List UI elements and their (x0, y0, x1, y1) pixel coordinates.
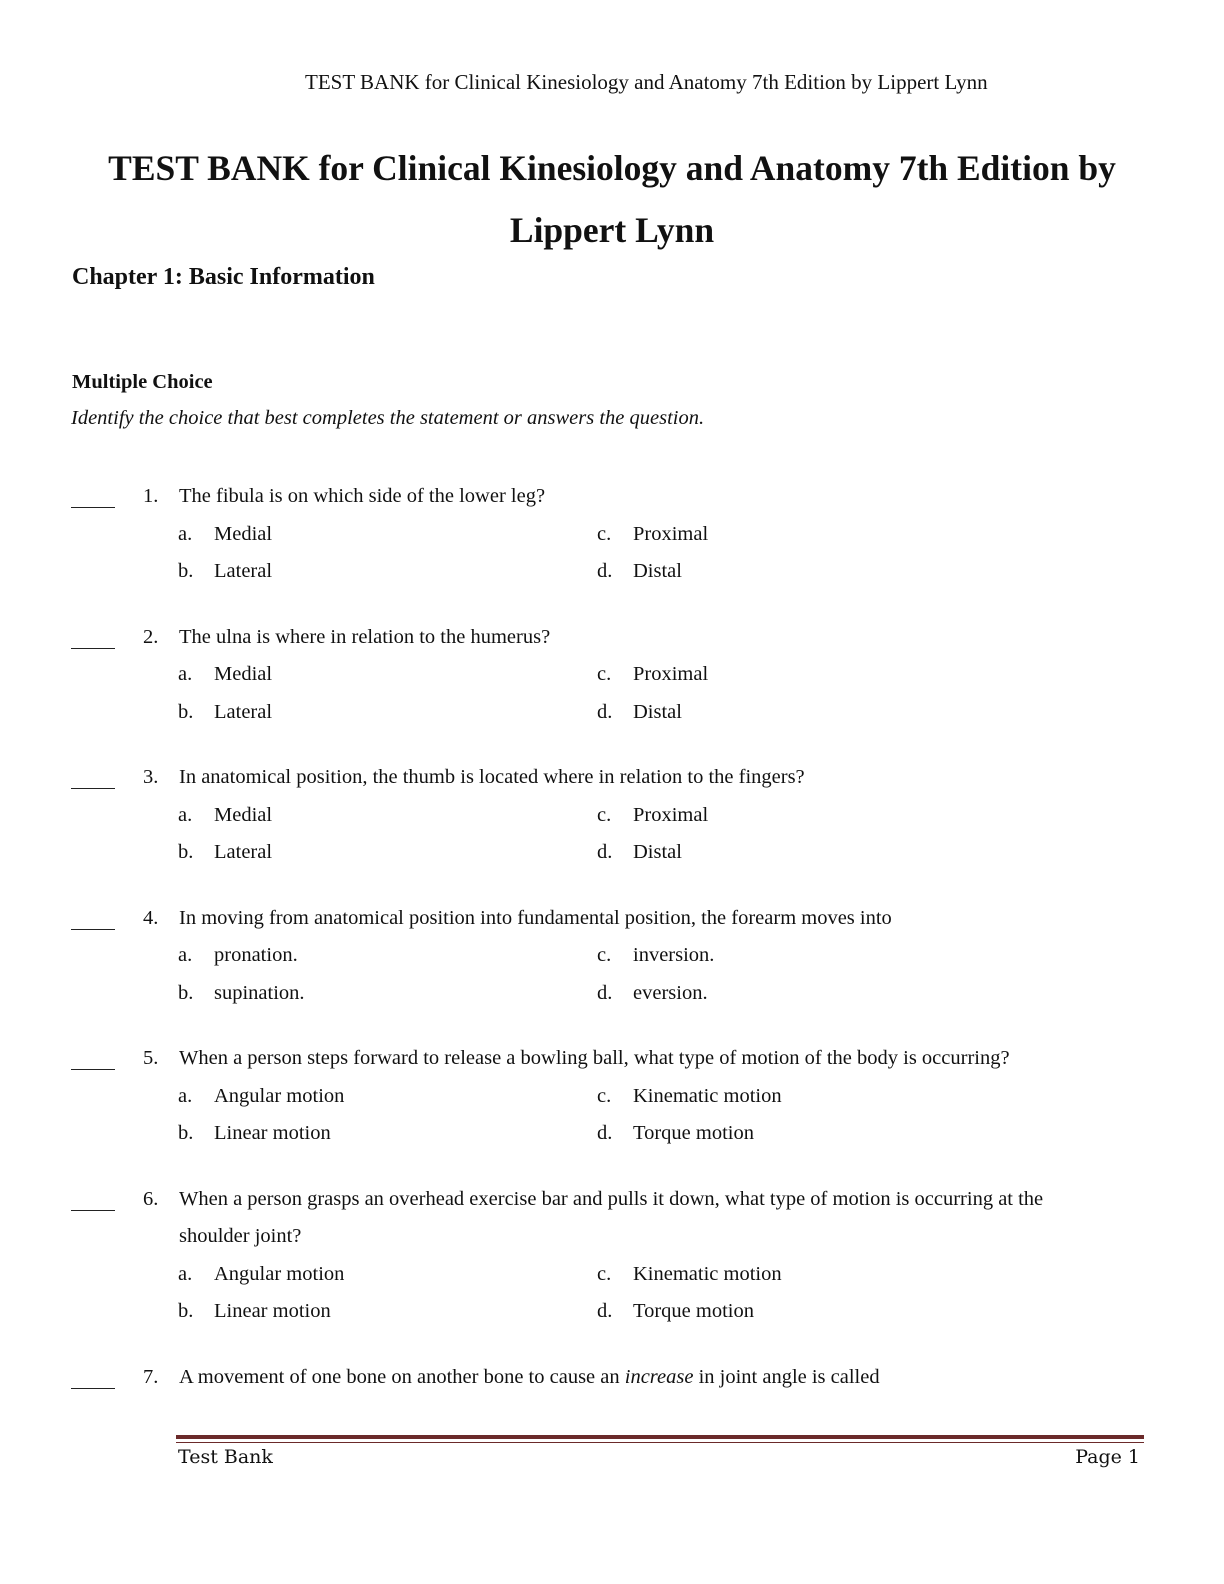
title-line-2: Lippert Lynn (509, 210, 715, 250)
choice-letter: a. (178, 1262, 193, 1285)
question-item (0, 1181, 1224, 1331)
choice-text: Angular motion (214, 1084, 345, 1107)
question-stem: When a person grasps an overhead exercise bar and pulls it down, what type of motion is occurring at the shoulder joint? (179, 1187, 1044, 1247)
choice-letter: a. (178, 1084, 193, 1107)
choice-letter: b. (178, 1122, 194, 1144)
answer-choice[interactable] (597, 656, 708, 694)
answer-choice[interactable] (597, 1115, 754, 1153)
choice-text: Angular motion (214, 1262, 345, 1285)
document-title (60, 137, 1164, 261)
choice-grid (0, 1256, 1224, 1331)
question-list (0, 478, 1224, 1424)
choice-text: Lateral (214, 560, 273, 582)
choice-letter: c. (597, 663, 612, 685)
choice-text: Proximal (633, 663, 709, 685)
answer-choice[interactable] (178, 834, 272, 872)
question-stem: The fibula is on which side of the lower leg? (179, 485, 546, 507)
answer-choice[interactable] (178, 553, 272, 591)
answer-choice[interactable] (178, 694, 272, 732)
choice-row (0, 937, 1224, 975)
question-stem: In moving from anatomical position into fundamental position, the forearm moves into (179, 906, 892, 929)
answer-choice[interactable] (178, 656, 272, 694)
choice-letter: c. (597, 1262, 612, 1285)
answer-blank[interactable] (71, 788, 115, 789)
answer-choice[interactable] (178, 797, 272, 835)
choice-text: pronation. (214, 944, 298, 966)
choice-text: supination. (214, 981, 305, 1004)
choice-letter: a. (178, 522, 193, 545)
choice-text: eversion. (633, 981, 708, 1004)
footer-rule-thin (176, 1442, 1144, 1443)
section-heading: Multiple Choice (72, 371, 213, 393)
instructions: Identify the choice that best completes the statement or answers the question. (71, 407, 705, 429)
choice-letter: a. (178, 663, 193, 685)
answer-choice[interactable] (597, 516, 708, 554)
answer-choice[interactable] (597, 1293, 754, 1331)
choice-text: Distal (633, 841, 682, 863)
question-number: 5. (143, 1047, 159, 1069)
answer-choice[interactable] (597, 834, 682, 872)
question-stem: When a person steps forward to release a bowling ball, what type of motion of the body is occurring? (179, 1047, 1010, 1069)
choice-grid (0, 937, 1224, 1012)
question-number: 2. (143, 625, 159, 648)
answer-choice[interactable] (178, 1256, 344, 1294)
answer-choice[interactable] (597, 1256, 782, 1294)
question-header (0, 478, 1224, 516)
choice-letter: c. (597, 803, 612, 826)
question-number: 3. (143, 766, 159, 788)
choice-text: Kinematic motion (633, 1262, 782, 1285)
choice-letter: c. (597, 522, 612, 545)
question-number: 4. (143, 906, 159, 929)
choice-row (0, 1256, 1224, 1294)
question-item (0, 1040, 1224, 1153)
choice-row (0, 516, 1224, 554)
choice-text: Distal (633, 700, 682, 723)
choice-row (0, 1078, 1224, 1116)
choice-row (0, 797, 1224, 835)
choice-letter: c. (597, 944, 612, 966)
choice-letter: b. (178, 1300, 194, 1322)
choice-letter: a. (178, 944, 193, 966)
choice-letter: b. (178, 560, 194, 582)
question-item (0, 478, 1224, 591)
answer-blank[interactable] (71, 1069, 115, 1070)
answer-blank[interactable] (71, 1388, 115, 1389)
choice-row (0, 834, 1224, 872)
choice-text: Medial (214, 803, 273, 826)
answer-choice[interactable] (178, 1115, 331, 1153)
question-number: 1. (143, 485, 159, 507)
answer-choice[interactable] (178, 516, 272, 554)
page-number: Page 1 (1075, 1446, 1140, 1468)
choice-letter: d. (597, 841, 613, 863)
choice-grid (0, 516, 1224, 591)
choice-text: Proximal (633, 522, 709, 545)
choice-text: Torque motion (633, 1122, 754, 1144)
answer-choice[interactable] (178, 937, 298, 975)
choice-row (0, 1293, 1224, 1331)
choice-text: Medial (214, 663, 273, 685)
choice-row (0, 553, 1224, 591)
title-line-1: TEST BANK for Clinical Kinesiology and Anatomy 7th Edition by (108, 148, 1116, 188)
running-header: TEST BANK for Clinical Kinesiology and Anatomy 7th Edition by Lippert Lynn (305, 70, 988, 94)
answer-choice[interactable] (597, 553, 682, 591)
answer-choice[interactable] (597, 694, 682, 732)
answer-choice[interactable] (178, 975, 305, 1013)
choice-text: Lateral (214, 700, 273, 723)
choice-text: Distal (633, 560, 682, 582)
answer-blank[interactable] (71, 648, 115, 649)
question-number: 6. (143, 1187, 159, 1210)
question-header (0, 1181, 1224, 1256)
choice-letter: b. (178, 700, 194, 723)
question-item (0, 900, 1224, 1013)
answer-blank[interactable] (71, 1210, 115, 1211)
answer-choice[interactable] (597, 1078, 782, 1116)
question-header (0, 900, 1224, 938)
question-item (0, 759, 1224, 872)
choice-text: Kinematic motion (633, 1084, 782, 1107)
question-number: 7. (143, 1365, 159, 1388)
choice-row (0, 1115, 1224, 1153)
question-stem: In anatomical position, the thumb is located where in relation to the fingers? (179, 766, 805, 788)
choice-letter: d. (597, 560, 613, 582)
question-stem-start: A movement of one bone on another bone to cause an (179, 1365, 625, 1388)
answer-choice[interactable] (597, 797, 708, 835)
choice-text: Proximal (633, 803, 709, 826)
answer-blank[interactable] (71, 507, 115, 508)
question-stem-emphasis: increase (624, 1365, 694, 1388)
choice-letter: d. (597, 700, 613, 723)
question-stem (179, 1359, 1109, 1397)
question-item (0, 1359, 1224, 1397)
choice-letter: d. (597, 981, 613, 1004)
question-header (0, 1040, 1224, 1078)
choice-letter: a. (178, 803, 193, 826)
question-stem: The ulna is where in relation to the humerus? (179, 625, 551, 648)
choice-row (0, 656, 1224, 694)
answer-choice[interactable] (597, 937, 714, 975)
footer-label: Test Bank (178, 1446, 273, 1468)
choice-text: inversion. (633, 944, 715, 966)
answer-choice[interactable] (178, 1078, 344, 1116)
choice-grid (0, 1078, 1224, 1153)
choice-text: Medial (214, 522, 273, 545)
choice-letter: d. (597, 1122, 613, 1144)
choice-text: Torque motion (633, 1300, 754, 1322)
question-item (0, 619, 1224, 732)
choice-letter: d. (597, 1300, 613, 1322)
question-header (0, 759, 1224, 797)
choice-row (0, 975, 1224, 1013)
choice-row (0, 694, 1224, 732)
question-stem-end: in joint angle is called (693, 1365, 880, 1388)
footer-rule (176, 1435, 1144, 1439)
chapter-heading: Chapter 1: Basic Information (72, 264, 375, 290)
choice-letter: c. (597, 1084, 612, 1107)
question-header (0, 619, 1224, 657)
answer-choice[interactable] (597, 975, 708, 1013)
choice-letter: b. (178, 841, 194, 863)
choice-text: Linear motion (214, 1122, 331, 1144)
choice-text: Lateral (214, 841, 273, 863)
choice-text: Linear motion (214, 1300, 331, 1322)
choice-grid (0, 797, 1224, 872)
answer-choice[interactable] (178, 1293, 331, 1331)
answer-blank[interactable] (71, 929, 115, 930)
question-header (0, 1359, 1224, 1397)
choice-grid (0, 656, 1224, 731)
choice-letter: b. (178, 981, 194, 1004)
